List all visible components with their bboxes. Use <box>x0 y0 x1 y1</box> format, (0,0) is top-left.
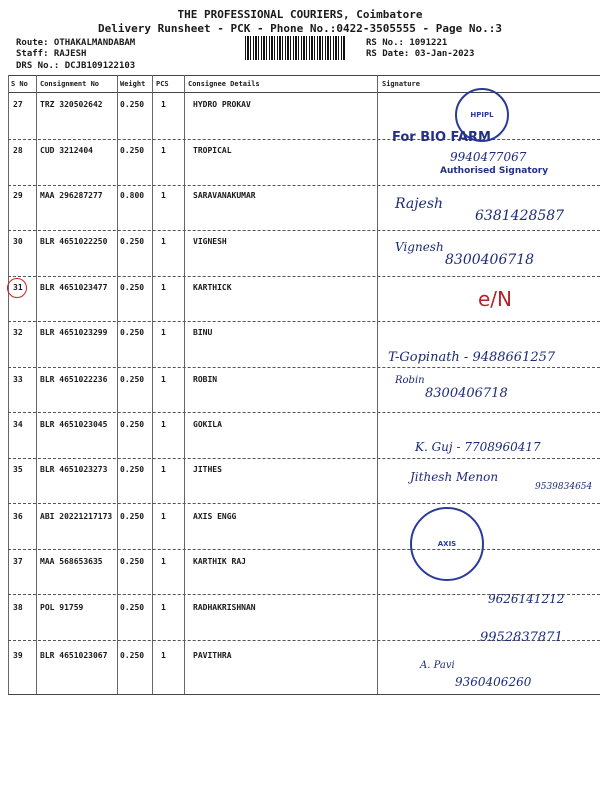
column-header-sno: S No <box>11 80 28 88</box>
row-consignment: BLR 4651023299 <box>40 328 108 337</box>
row-consignee: SARAVANAKUMAR <box>193 191 256 200</box>
signature-28: 9940477067 <box>450 150 527 164</box>
header-subtitle: Delivery Runsheet - PCK - Phone No.:0422-3505555 - Page No.:3 <box>98 22 502 35</box>
row-weight: 0.250 <box>120 603 145 612</box>
signature-33-phone: 8300406718 <box>425 386 508 401</box>
col-divider <box>184 75 185 694</box>
row-consignment: BLR 4651023273 <box>40 465 108 474</box>
row-sno: 32 <box>13 328 23 337</box>
row-sno: 36 <box>13 512 23 521</box>
row-consignment: POL 91759 <box>40 603 84 612</box>
rs-no-label: RS No.: 1091221 <box>366 38 448 48</box>
row-weight: 0.250 <box>120 465 145 474</box>
row-consignment: BLR 4651023477 <box>40 283 108 292</box>
row-sno: 31 <box>13 283 23 292</box>
row-weight: 0.250 <box>120 100 145 109</box>
col-divider <box>152 75 153 694</box>
col-divider <box>8 75 9 694</box>
row-pcs: 1 <box>161 328 166 337</box>
signature-29-name: Rajesh <box>395 196 444 212</box>
row-consignee: HYDRO PROKAV <box>193 100 251 109</box>
row-consignment: BLR 4651023045 <box>40 420 108 429</box>
row-divider <box>8 549 600 550</box>
row-pcs: 1 <box>161 420 166 429</box>
row-consignee: AXIS ENGG <box>193 512 237 521</box>
row-pcs: 1 <box>161 191 166 200</box>
row-divider <box>8 185 600 186</box>
row-weight: 0.250 <box>120 375 145 384</box>
signature-39-name: A. Pavi <box>420 660 455 671</box>
row-sno: 35 <box>13 465 23 474</box>
row-consignee: GOKILA <box>193 420 222 429</box>
row-sno: 34 <box>13 420 23 429</box>
row-pcs: 1 <box>161 283 166 292</box>
row-pcs: 1 <box>161 465 166 474</box>
row-divider <box>8 321 600 322</box>
row-weight: 0.250 <box>120 512 145 521</box>
table-bottom-border <box>8 694 600 695</box>
row-pcs: 1 <box>161 375 166 384</box>
row-pcs: 1 <box>161 100 166 109</box>
signature-27: For BIO FARM <box>392 130 491 145</box>
signature-31: e/N <box>478 287 513 311</box>
drs-label: DRS No.: DCJB109122103 <box>16 61 136 71</box>
row-divider <box>8 139 600 140</box>
barcode-image <box>245 36 345 60</box>
row-consignee: PAVITHRA <box>193 651 232 660</box>
col-divider <box>377 75 378 694</box>
signature-38: 9952837871 <box>480 630 563 645</box>
row-divider <box>8 367 600 368</box>
row-divider <box>8 458 600 459</box>
route-label: Route: OTHAKALMANDABAM <box>16 38 136 48</box>
row-consignment: CUD 3212404 <box>40 146 93 155</box>
circle-mark-icon <box>7 278 27 298</box>
row-consignment: MAA 568653635 <box>40 557 103 566</box>
row-sno: 38 <box>13 603 23 612</box>
signature-35-name: Jithesh Menon <box>410 470 499 484</box>
row-pcs: 1 <box>161 651 166 660</box>
row-sno: 33 <box>13 375 23 384</box>
row-sno: 37 <box>13 557 23 566</box>
row-consignee: KARTHIK RAJ <box>193 557 246 566</box>
row-consignment: BLR 4651022250 <box>40 237 108 246</box>
header-title: THE PROFESSIONAL COURIERS, Coimbatore <box>177 8 423 21</box>
rs-date-label: RS Date: 03-Jan-2023 <box>366 49 475 59</box>
column-header-consignment: Consignment No <box>40 80 100 88</box>
row-pcs: 1 <box>161 557 166 566</box>
table-top-border <box>8 75 600 76</box>
row-sno: 28 <box>13 146 23 155</box>
column-header-pcs: PCS <box>156 80 169 88</box>
col-divider <box>117 75 118 694</box>
row-consignment: BLR 4651022236 <box>40 375 108 384</box>
signature-33-name: Robin <box>395 375 425 386</box>
signature-29-phone: 6381428587 <box>475 208 565 224</box>
company-seal-stamp: AXIS <box>410 507 484 581</box>
authorised-signatory-stamp: Authorised Signatory <box>440 166 549 176</box>
row-consignment: BLR 4651023067 <box>40 651 108 660</box>
signature-30-name: Vignesh <box>395 240 444 254</box>
table-header-border <box>8 92 600 93</box>
column-header-consignee: Consignee Details <box>188 80 260 88</box>
row-consignee: TROPICAL <box>193 146 232 155</box>
row-divider <box>8 412 600 413</box>
company-seal-stamp: HPIPL <box>455 88 509 142</box>
column-header-weight: Weight <box>120 80 146 88</box>
row-sno: 27 <box>13 100 23 109</box>
row-consignee: KARTHICK <box>193 283 232 292</box>
row-consignee: VIGNESH <box>193 237 227 246</box>
row-consignee: ROBIN <box>193 375 218 384</box>
row-pcs: 1 <box>161 237 166 246</box>
staff-label: Staff: RAJESH <box>16 49 87 59</box>
row-weight: 0.250 <box>120 146 145 155</box>
row-sno: 29 <box>13 191 23 200</box>
row-sno: 39 <box>13 651 23 660</box>
row-weight: 0.250 <box>120 420 145 429</box>
row-weight: 0.250 <box>120 557 145 566</box>
signature-34: K. Guj - 7708960417 <box>415 440 541 454</box>
signature-32: T-Gopinath - 9488661257 <box>388 350 556 365</box>
row-consignment: MAA 296287277 <box>40 191 103 200</box>
signature-35-phone: 9539834654 <box>535 482 593 492</box>
row-consignment: TRZ 320502642 <box>40 100 103 109</box>
row-weight: 0.250 <box>120 237 145 246</box>
row-divider <box>8 276 600 277</box>
signature-39-phone: 9360406260 <box>455 675 532 689</box>
row-pcs: 1 <box>161 512 166 521</box>
row-weight: 0.800 <box>120 191 145 200</box>
col-divider <box>36 75 37 694</box>
row-consignee: RADHAKRISHNAN <box>193 603 256 612</box>
row-consignee: JITHES <box>193 465 222 474</box>
row-weight: 0.250 <box>120 283 145 292</box>
row-divider <box>8 503 600 504</box>
row-pcs: 1 <box>161 603 166 612</box>
row-sno: 30 <box>13 237 23 246</box>
row-weight: 0.250 <box>120 651 145 660</box>
row-consignee: BINU <box>193 328 213 337</box>
row-pcs: 1 <box>161 146 166 155</box>
signature-37: 9626141212 <box>488 592 565 606</box>
signature-30-phone: 8300406718 <box>445 252 535 268</box>
row-weight: 0.250 <box>120 328 145 337</box>
row-divider <box>8 230 600 231</box>
column-header-signature: Signature <box>382 80 420 88</box>
row-consignment: ABI 20221217173 <box>40 512 113 521</box>
